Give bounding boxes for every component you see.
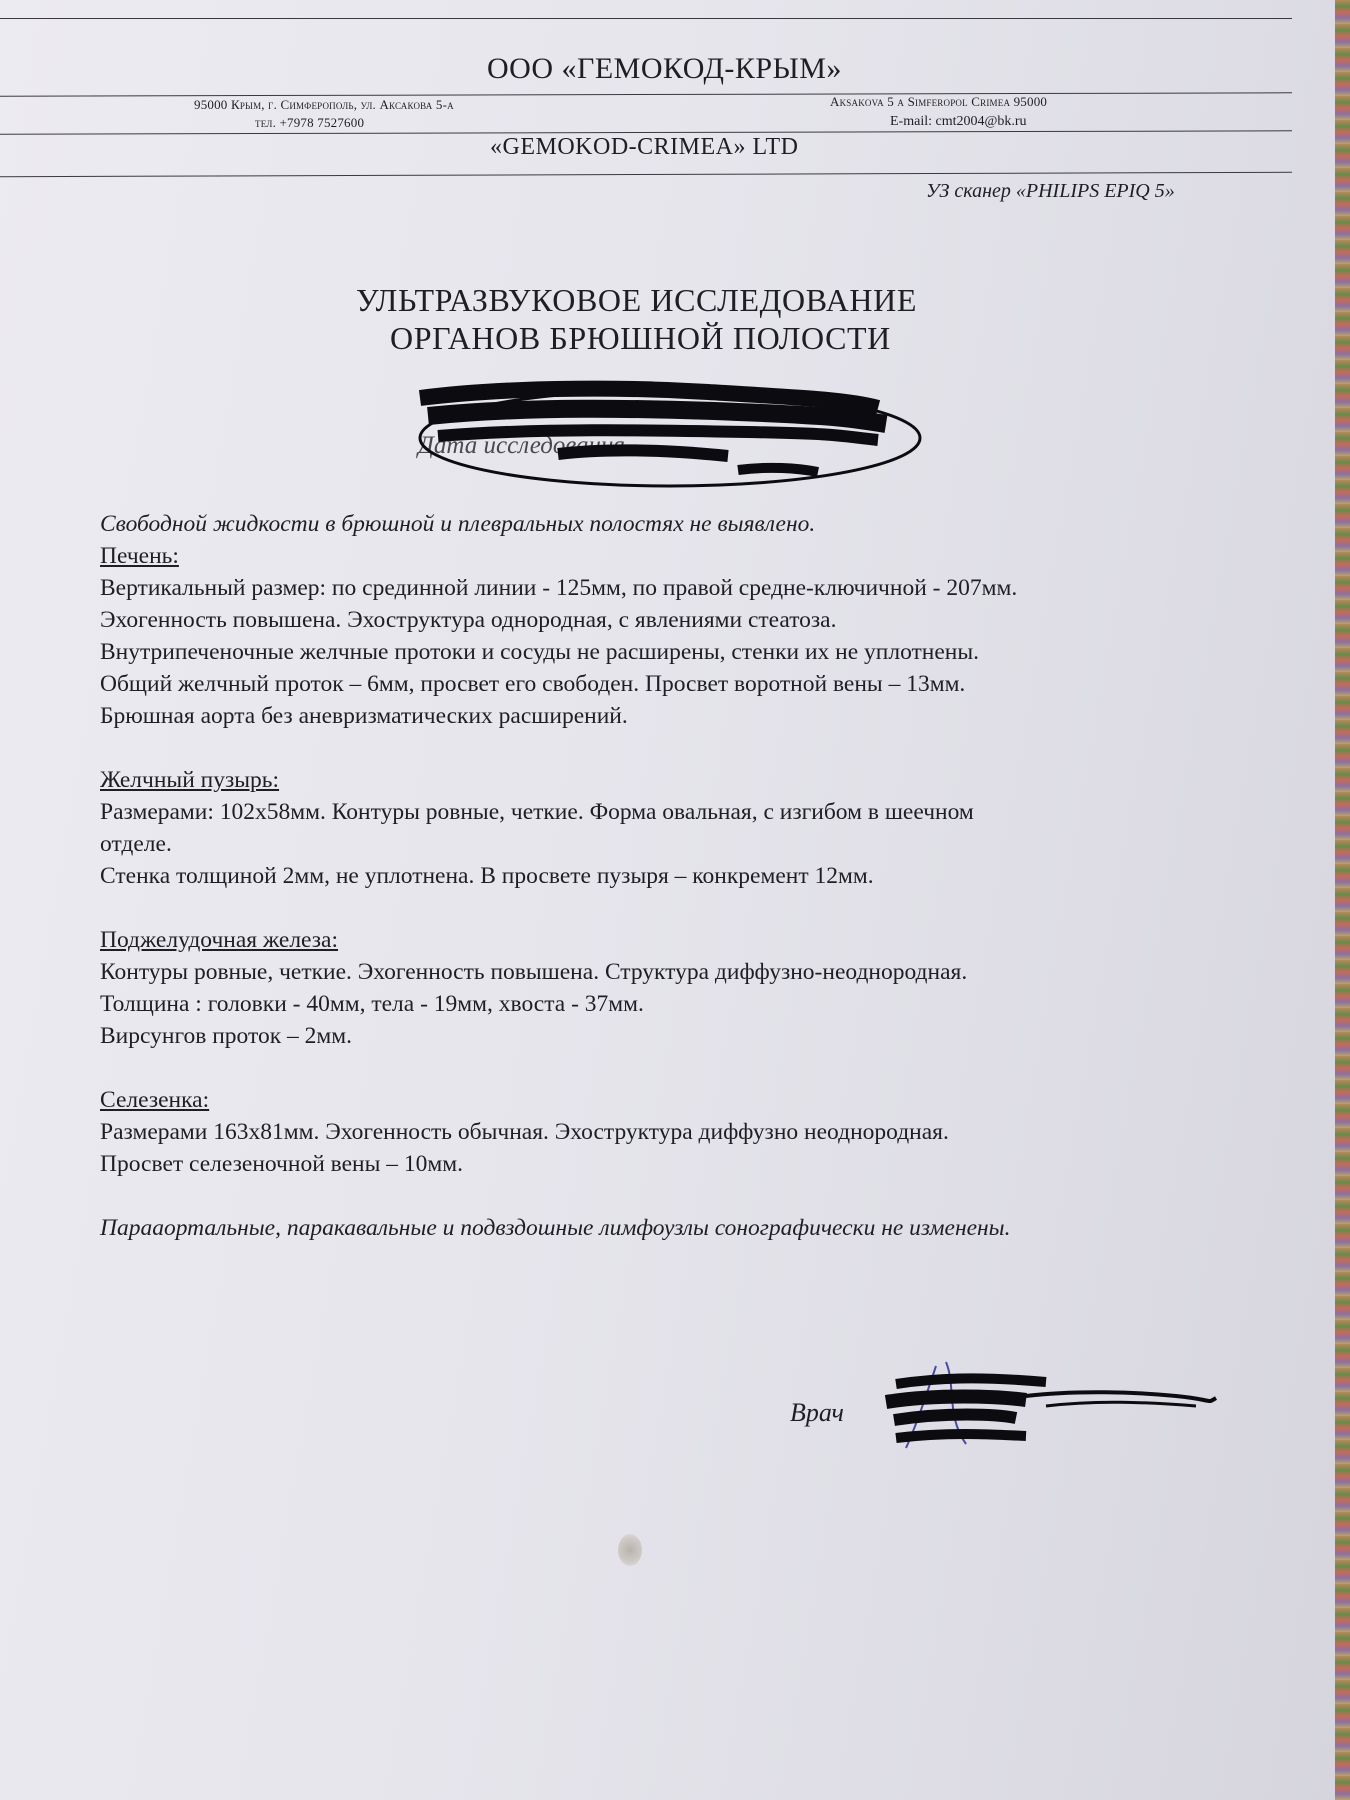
header-rule-top — [0, 18, 1292, 19]
address-en: Aksakova 5 a Simferopol Crimea 95000 — [830, 94, 1048, 109]
gallbladder-line: Стенка толщиной 2мм, не уплотнена. В просвете пузыря – конкремент 12мм. — [100, 863, 874, 889]
phone: тел. +7978 7527600 — [255, 115, 365, 130]
gallbladder-line: отделе. — [100, 831, 172, 857]
report-body — [100, 508, 1017, 1244]
pancreas-heading: Поджелудочная железа: — [100, 927, 339, 953]
liver-heading: Печень: — [100, 543, 179, 569]
report-title-line2: ОРГАНОВ БРЮШНОЙ ПОЛОСТИ — [390, 320, 891, 356]
liver-line: Внутрипеченочные желчные протоки и сосуды не расширены, стенки их не уплотнены. — [100, 639, 980, 665]
company-name-en: «GEMOKOD-CRIMEA» LTD — [490, 134, 799, 160]
signature-redaction — [876, 1356, 1226, 1456]
liver-line: Общий желчный проток – 6мм, просвет его свободен. Просвет воротной вены – 13мм. — [100, 671, 966, 697]
liver-line: Брюшная аорта без аневризматических расширений. — [100, 703, 628, 729]
liver-line: Вертикальный размер: по срединной линии - 125мм, по правой средне-ключичной - 207мм. — [100, 575, 1018, 601]
company-name-ru: ООО «ГЕМОКОД-КРЫМ» — [487, 52, 842, 85]
report-title-line1: УЛЬТРАЗВУКОВОЕ ИССЛЕДОВАНИЕ — [356, 282, 917, 318]
email: E-mail: cmt2004@bk.ru — [890, 114, 1027, 129]
liver-line: Эхогенность повышена. Эхоструктура однородная, с явлениями стеатоза. — [100, 607, 837, 633]
spleen-heading: Селезенка: — [100, 1087, 210, 1113]
paper-stain — [618, 1534, 642, 1566]
exam-date-label: Дата исследования — [418, 432, 626, 459]
free-fluid-note: Свободной жидкости в брюшной и плевральных полостях не выявлено. — [100, 511, 816, 537]
header-rule-bottom — [0, 172, 1292, 178]
spleen-line: Размерами 163х81мм. Эхогенность обычная. Эхоструктура диффузно неоднородная. — [100, 1119, 949, 1145]
doctor-label: Врач — [790, 1398, 844, 1427]
background-fabric — [1335, 0, 1350, 1800]
gallbladder-heading: Желчный пузырь: — [100, 767, 280, 793]
pancreas-line: Толщина : головки - 40мм, тела - 19мм, хвоста - 37мм. — [100, 991, 644, 1017]
redaction-scribble — [408, 378, 928, 494]
address-ru: 95000 Крым, г. Симферополь, ул. Аксакова 5-а — [194, 97, 454, 112]
lymph-nodes-note: Парааортальные, паракавальные и подвздошные лимфоузлы сонографически не изменены. — [100, 1215, 1011, 1241]
scanner-model: УЗ сканер «PHILIPS EPIQ 5» — [926, 180, 1175, 202]
pancreas-line: Контуры ровные, четкие. Эхогенность повышена. Структура диффузно-неоднородная. — [100, 959, 968, 985]
gallbladder-line: Размерами: 102х58мм. Контуры ровные, четкие. Форма овальная, с изгибом в шеечном — [100, 799, 974, 825]
spleen-line: Просвет селезеночной вены – 10мм. — [100, 1151, 464, 1177]
pancreas-line: Вирсунгов проток – 2мм. — [100, 1023, 352, 1049]
